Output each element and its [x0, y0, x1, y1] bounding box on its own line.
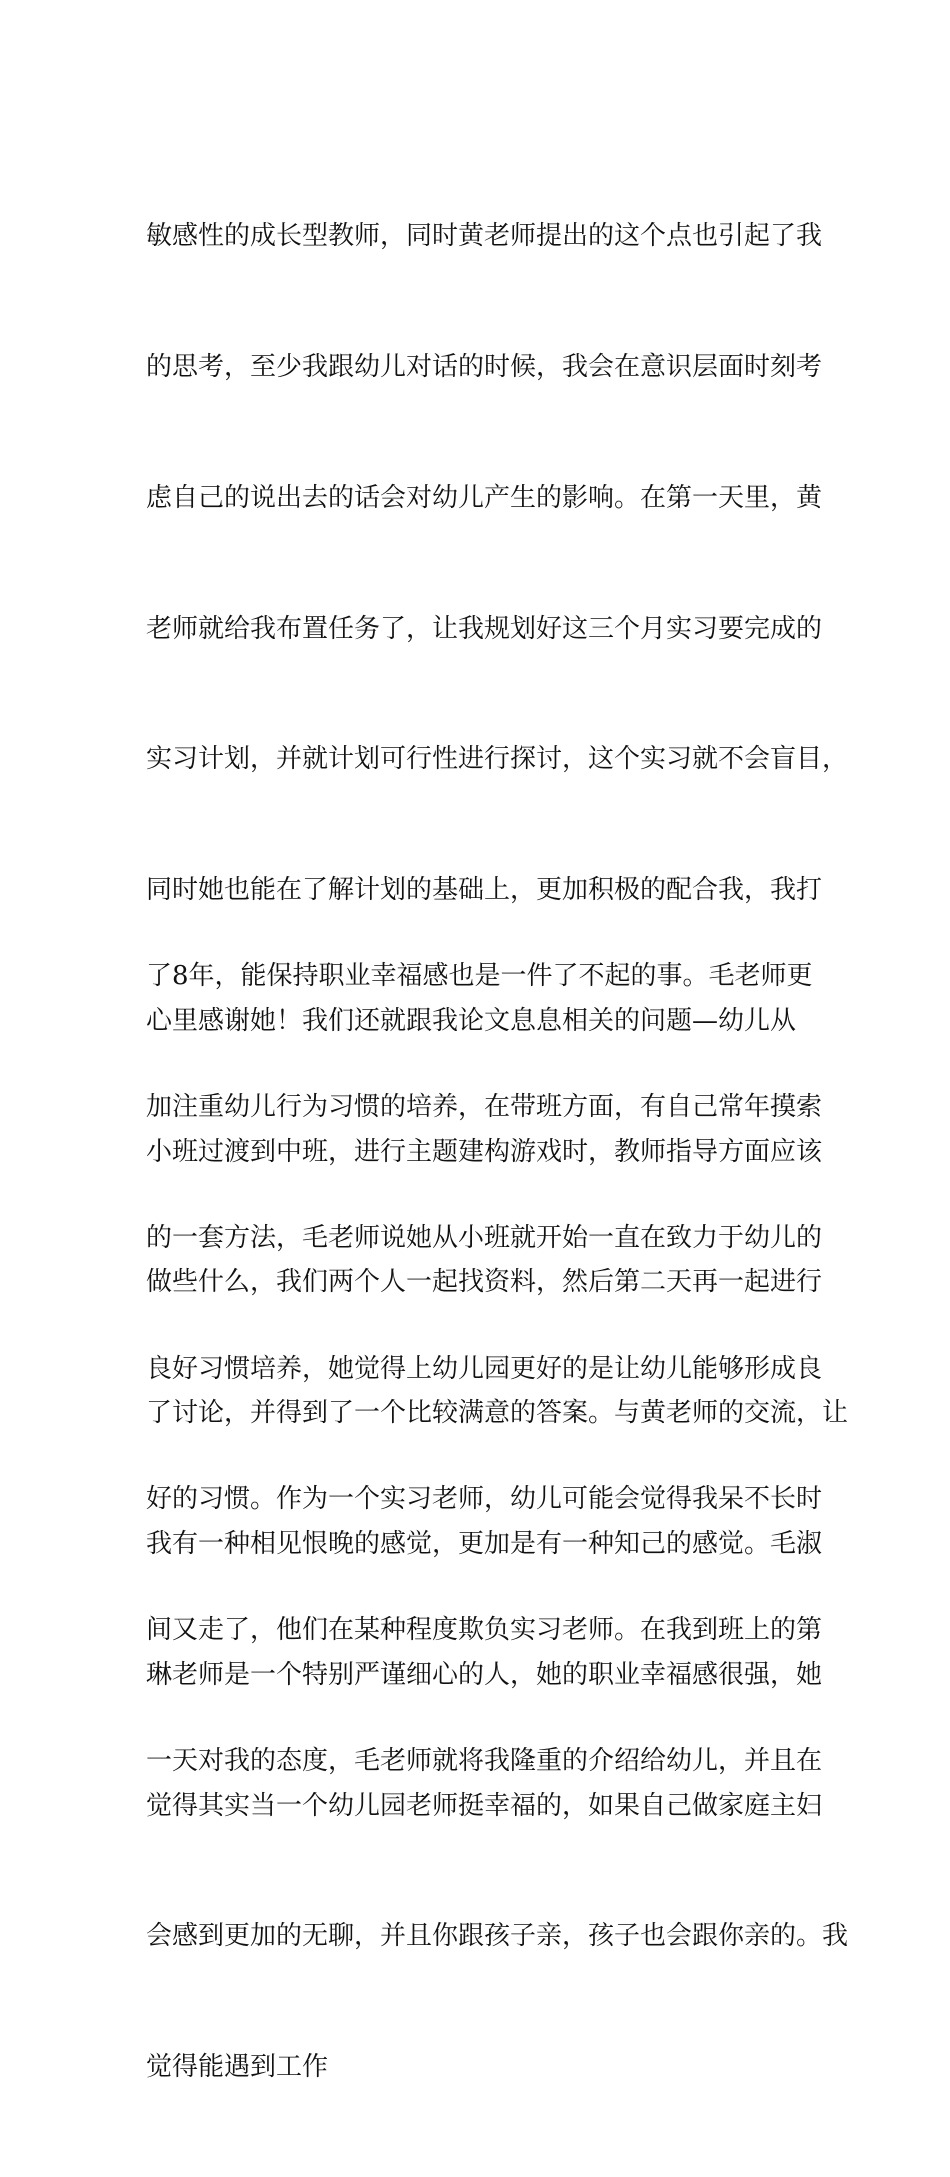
text-line: 小班过渡到中班，进行主题建构游戏时，教师指导方面应该: [146, 1136, 823, 1167]
text-line: 觉得其实当一个幼儿园老师挺幸福的，如果自己做家庭主妇: [146, 1790, 823, 1821]
text-line: 会感到更加的无聊，并且你跟孩子亲，孩子也会跟你亲的。我: [146, 1921, 849, 1952]
text-line: 觉得能遇到工作: [146, 2052, 329, 2083]
text-line: 了8年，能保持职业幸福感也是一件了不起的事。毛老师更: [146, 961, 813, 992]
text-line: 做些什么，我们两个人一起找资料，然后第二天再一起进行: [146, 1267, 823, 1298]
text-line: 我有一种相见恨晚的感觉，更加是有一种知己的感觉。毛淑: [146, 1529, 823, 1559]
text-line: 间又走了，他们在某种程度欺负实习老师。在我到班上的第: [146, 1615, 823, 1646]
text-line: 敏感性的成长型教师，同时黄老师提出的这个点也引起了我: [146, 221, 823, 252]
text-line: 琳老师是一个特别严谨细心的人，她的职业幸福感很强，她: [146, 1659, 823, 1690]
text-line: 老师就给我布置任务了，让我规划好这三个月实习要完成的: [146, 613, 823, 644]
text-line: 加注重幼儿行为习惯的培养，在带班方面，有自己常年摸索: [146, 1091, 823, 1122]
text-line: 同时她也能在了解计划的基础上，更加积极的配合我，我打: [146, 875, 823, 906]
text-line: 好的习惯。作为一个实习老师，幼儿可能会觉得我呆不长时: [146, 1484, 823, 1515]
text-line: 一天对我的态度，毛老师就将我隆重的介绍给幼儿，并且在: [146, 1745, 823, 1776]
text-line: 虑自己的说出去的话会对幼儿产生的影响。在第一天里，黄: [146, 482, 823, 513]
text-line: 的思考，至少我跟幼儿对话的时候，我会在意识层面时刻考: [146, 351, 823, 382]
text-line: 了讨论，并得到了一个比较满意的答案。与黄老师的交流，让: [146, 1398, 849, 1429]
text-line: 良好习惯培养，她觉得上幼儿园更好的是让幼儿能够形成良: [146, 1353, 823, 1384]
text-line: 实习计划，并就计划可行性进行探讨，这个实习就不会盲目，: [146, 744, 849, 775]
text-line: 心里感谢她！我们还就跟我论文息息相关的问题—幼儿从: [146, 1005, 797, 1036]
text-line: 的一套方法，毛老师说她从小班就开始一直在致力于幼儿的: [146, 1222, 823, 1253]
body-text-paragraph-2: [146, 868, 849, 1871]
